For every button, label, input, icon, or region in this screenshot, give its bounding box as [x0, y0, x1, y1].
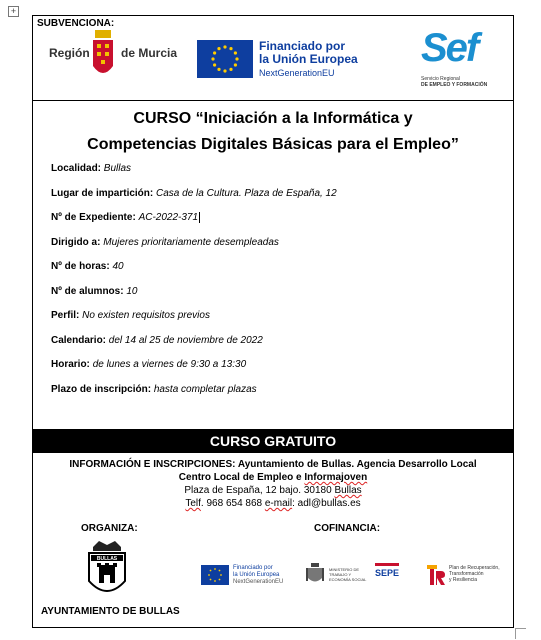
eu-funding-text	[259, 40, 358, 66]
field-localidad	[51, 162, 337, 187]
info-line3-a: Plaza de España, 12 bajo. 30180	[184, 485, 335, 496]
field-calendario	[51, 334, 337, 359]
plan-line1: Plan de Recuperación,	[449, 565, 500, 571]
title-line2: Competencias Digitales Básicas para el Empleo”	[87, 136, 459, 153]
ayuntamiento-label: AYUNTAMIENTO DE BULLAS	[41, 606, 180, 617]
eu-small-line2: la Unión Europea	[233, 572, 280, 578]
field-perfil	[51, 309, 337, 334]
field-value: de lunes a viernes de 9:30 a 13:30	[92, 359, 247, 370]
ministerio-text: MINISTERIO DE TRABAJO Y ECONOMÍA SOCIAL	[329, 567, 367, 582]
sepe-text: SEPE	[375, 568, 400, 578]
eu-small-line3: NextGenerationEU	[233, 579, 284, 585]
de-murcia-text: de Murcia	[121, 46, 178, 60]
eu-line2: la Unión Europea	[259, 52, 358, 66]
eu-flag-icon	[197, 40, 253, 78]
field-value: No existen requisitos previos	[82, 310, 210, 321]
field-label: Lugar de impartición:	[51, 187, 154, 199]
field-label: Horario:	[51, 359, 90, 370]
table-move-handle[interactable]: +	[8, 6, 19, 17]
sepe-logo	[375, 563, 399, 578]
info-email-label: e-mail	[264, 498, 293, 509]
field-label: Calendario:	[51, 334, 107, 346]
murcia-crest-icon	[91, 30, 115, 82]
field-label: Dirigido a:	[51, 236, 101, 248]
field-plazo	[51, 383, 337, 408]
title-line1: CURSO “Iniciación a la Informática y	[133, 110, 413, 127]
page-corner-mark	[515, 628, 526, 639]
eu-line1: Financiado por	[259, 39, 346, 53]
crest-text: BULLAS	[96, 556, 118, 562]
field-horas	[51, 260, 337, 285]
info-line2-b: Informajoven	[304, 472, 368, 483]
free-course-banner: CURSO GRATUITO	[33, 429, 513, 453]
eu-small-line1: Financiado por	[233, 565, 273, 571]
eu-small-text	[233, 565, 283, 586]
flyer-document	[32, 15, 514, 628]
text-cursor	[199, 212, 200, 223]
course-details	[51, 162, 337, 407]
field-value: Bullas	[103, 163, 132, 174]
info-line3	[33, 484, 513, 497]
tr-logo-icon	[427, 565, 445, 585]
info-line2	[33, 471, 513, 484]
field-alumnos	[51, 285, 337, 310]
field-lugar	[51, 187, 337, 212]
field-value: Casa de la Cultura. Plaza de España, 12	[156, 187, 337, 199]
field-value: Mujeres prioritariamente desempleadas	[103, 236, 279, 248]
sef-subtitle	[421, 76, 501, 88]
field-label: Localidad:	[51, 163, 102, 174]
field-label: Nº de horas:	[51, 261, 110, 272]
field-label: Perfil:	[51, 310, 80, 321]
field-dirigido	[51, 236, 337, 261]
course-title	[33, 106, 513, 158]
subvenciona-label: SUBVENCIONA:	[37, 18, 115, 29]
eu-flag-small-icon	[201, 565, 229, 585]
bullas-crest-icon	[85, 539, 129, 603]
field-value: AC-2022-371	[138, 212, 199, 223]
field-expediente	[51, 211, 337, 236]
field-value: del 14 al 25 de noviembre de 2022	[108, 334, 263, 346]
info-line1: INFORMACIÓN E INSCRIPCIONES: Ayuntamiento de Bullas. Agencia Desarrollo Local	[69, 459, 477, 470]
field-value: 10	[126, 285, 138, 297]
plan-line2: Transformación	[449, 571, 484, 577]
eu-nextgen-text: NextGenerationEU	[259, 68, 335, 78]
plan-line3: y Resiliencia	[449, 577, 478, 583]
field-value: hasta completar plazas	[153, 383, 257, 395]
info-email[interactable]: : adl@bullas.es	[292, 498, 361, 509]
contact-info	[33, 458, 513, 510]
info-telf: Telf	[185, 498, 201, 509]
sef-wordmark: Sef	[421, 26, 478, 70]
sepe-bar-icon	[375, 563, 399, 566]
organiza-label: ORGANIZA:	[81, 523, 138, 534]
cofinancia-label: COFINANCIA:	[314, 523, 381, 534]
info-line4	[33, 497, 513, 510]
spain-shield-icon	[305, 563, 325, 585]
info-line3-b: Bullas	[334, 485, 362, 496]
plan-text	[449, 565, 500, 583]
sef-sub2: DE EMPLEO Y FORMACIÓN	[421, 82, 488, 88]
field-label: Nº de alumnos:	[51, 285, 124, 297]
region-text: Región	[49, 46, 90, 60]
field-horario	[51, 358, 337, 383]
header-divider	[33, 100, 513, 101]
sef-sub1: Servicio Regional	[421, 76, 460, 82]
info-line2-a: Centro Local de Empleo e	[178, 472, 305, 483]
cofinancia-logos	[201, 561, 513, 597]
field-label: Plazo de inscripción:	[51, 383, 152, 395]
field-value: 40	[112, 261, 124, 272]
info-phone: . 968 654 868	[200, 498, 265, 509]
field-label: Nº de Expediente:	[51, 212, 136, 223]
